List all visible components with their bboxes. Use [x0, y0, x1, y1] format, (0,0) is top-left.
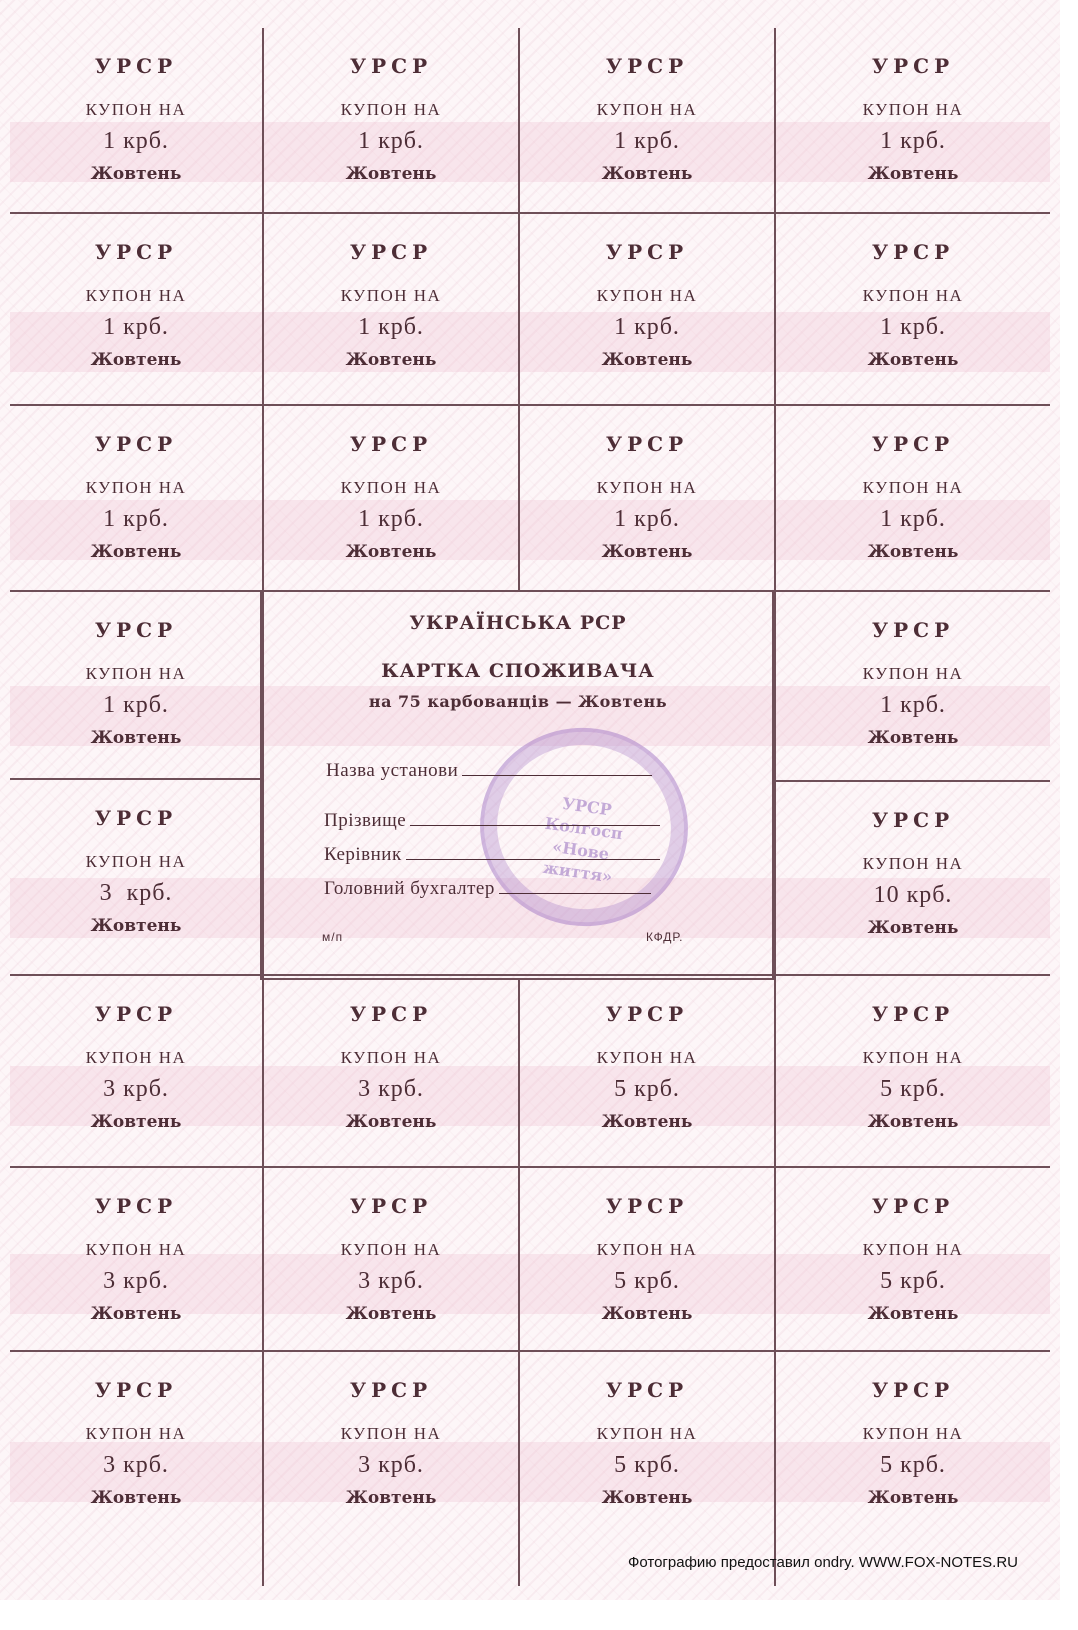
coupon-label: КУПОН НА	[85, 286, 187, 305]
coupon-value: 3 крб.	[103, 1268, 169, 1294]
coupon-value: 1 крб.	[614, 128, 680, 154]
coupon-value: 3 крб.	[358, 1452, 424, 1478]
coupon-label: КУПОН НА	[862, 478, 964, 497]
coupon-value: 5 крб.	[880, 1268, 946, 1294]
coupon-country: УРСР	[349, 1194, 433, 1218]
coupon	[520, 406, 774, 590]
coupon-country: УРСР	[349, 1378, 433, 1402]
coupon-value: 5 крб.	[614, 1268, 680, 1294]
coupon-country: УРСР	[94, 54, 178, 78]
accountant-label: Головний бухгалтер	[324, 878, 495, 899]
coupon-label: КУПОН НА	[85, 1240, 187, 1259]
head-field	[324, 844, 660, 866]
coupon-value: 3 крб.	[99, 880, 173, 906]
coupon-label: КУПОН НА	[340, 1240, 442, 1259]
head-label: Керівник	[324, 844, 402, 865]
coupon-value: 1 крб.	[358, 314, 424, 340]
coupon-value: 10 крб.	[873, 882, 953, 908]
coupon	[264, 28, 518, 212]
coupon-country: УРСР	[871, 240, 955, 264]
coupon	[264, 406, 518, 590]
coupon-country: УРСР	[349, 240, 433, 264]
coupon	[520, 214, 774, 404]
coupon-country: УРСР	[94, 1002, 178, 1026]
coupon-month: Жовтень	[867, 728, 959, 748]
coupon-label: КУПОН НА	[596, 478, 698, 497]
coupon	[10, 214, 262, 404]
coupon-country: УРСР	[605, 1002, 689, 1026]
coupon-month: Жовтень	[345, 350, 437, 370]
coupon-month: Жовтень	[601, 542, 693, 562]
coupon	[776, 1168, 1050, 1350]
coupon-label: КУПОН НА	[596, 1240, 698, 1259]
coupon-country: УРСР	[871, 54, 955, 78]
coupon-country: УРСР	[871, 618, 955, 642]
coupon	[10, 780, 262, 974]
coupon-month: Жовтень	[90, 350, 182, 370]
coupon-month: Жовтень	[601, 1304, 693, 1324]
coupon	[10, 406, 262, 590]
coupon	[10, 1352, 262, 1536]
coupon	[776, 1352, 1050, 1536]
coupon-label: КУПОН НА	[340, 1048, 442, 1067]
coupon-value: 1 крб.	[614, 506, 680, 532]
coupon-label: КУПОН НА	[85, 478, 187, 497]
card-border	[260, 590, 262, 980]
coupon-country: УРСР	[94, 1194, 178, 1218]
card-border	[772, 590, 774, 980]
coupon	[776, 28, 1050, 212]
coupon-label: КУПОН НА	[340, 1424, 442, 1443]
coupon-label: КУПОН НА	[596, 1048, 698, 1067]
coupon-month: Жовтень	[601, 1488, 693, 1508]
coupon-label: КУПОН НА	[340, 100, 442, 119]
coupon-country: УРСР	[871, 1378, 955, 1402]
coupon-value: 5 крб.	[614, 1076, 680, 1102]
coupon-value: 1 крб.	[103, 692, 169, 718]
head-line	[406, 858, 660, 860]
coupon-country: УРСР	[605, 54, 689, 78]
coupon-value: 5 крб.	[614, 1452, 680, 1478]
coupon-country: УРСР	[94, 240, 178, 264]
card-title: УКРАЇНСЬКА РСР	[409, 612, 627, 634]
accountant-line	[499, 892, 651, 894]
coupon	[520, 1352, 774, 1536]
coupon	[10, 976, 262, 1166]
coupon	[776, 592, 1050, 780]
institution-label: Назва установи	[326, 760, 459, 781]
coupon-month: Жовтень	[601, 164, 693, 184]
coupon-month: Жовтень	[601, 1112, 693, 1132]
coupon-label: КУПОН НА	[340, 478, 442, 497]
card-amount: на 75 карбованців — Жовтень	[368, 692, 668, 711]
coupon-month: Жовтень	[90, 728, 182, 748]
coupon	[776, 782, 1050, 974]
coupon-month: Жовтень	[867, 1488, 959, 1508]
coupon-label: КУПОН НА	[862, 100, 964, 119]
coupon	[264, 976, 518, 1166]
consumer-card	[262, 590, 774, 980]
coupon-value: 1 крб.	[103, 314, 169, 340]
coupon-month: Жовтень	[867, 542, 959, 562]
coupon	[520, 976, 774, 1166]
coupon-month: Жовтень	[867, 1304, 959, 1324]
coupon-month: Жовтень	[345, 1112, 437, 1132]
photo-credit: Фотографию предоставил ondry. WWW.FOX-NOTES.RU	[627, 1554, 1018, 1571]
coupon	[264, 1168, 518, 1350]
coupon-label: КУПОН НА	[862, 1048, 964, 1067]
coupon-label: КУПОН НА	[596, 1424, 698, 1443]
coupon-value: 1 крб.	[880, 314, 946, 340]
coupon	[264, 1352, 518, 1536]
coupon-value: 1 крб.	[103, 128, 169, 154]
coupon-value: 3 крб.	[103, 1076, 169, 1102]
seal-mark: м/п	[322, 930, 344, 944]
coupon-label: КУПОН НА	[596, 100, 698, 119]
coupon	[10, 1168, 262, 1350]
coupon	[776, 976, 1050, 1166]
coupon-value: 1 крб.	[358, 506, 424, 532]
coupon-month: Жовтень	[867, 918, 959, 938]
coupon-month: Жовтень	[90, 1304, 182, 1324]
coupon-month: Жовтень	[867, 350, 959, 370]
coupon-label: КУПОН НА	[85, 1424, 187, 1443]
coupon-value: 1 крб.	[880, 128, 946, 154]
coupon-country: УРСР	[605, 1378, 689, 1402]
coupon-country: УРСР	[349, 432, 433, 456]
coupon-month: Жовтень	[601, 350, 693, 370]
coupon	[776, 214, 1050, 404]
coupon	[10, 592, 262, 778]
surname-field	[324, 810, 660, 832]
institution-line	[462, 774, 652, 776]
coupon-country: УРСР	[605, 1194, 689, 1218]
coupon-country: УРСР	[871, 1194, 955, 1218]
coupon-label: КУПОН НА	[85, 852, 187, 871]
coupon-value: 5 крб.	[880, 1076, 946, 1102]
coupon-country: УРСР	[605, 432, 689, 456]
coupon-value: 1 крб.	[880, 692, 946, 718]
coupon	[520, 1168, 774, 1350]
printer-mark: КФДР.	[646, 930, 684, 944]
coupon-value: 3 крб.	[358, 1076, 424, 1102]
coupon-label: КУПОН НА	[85, 100, 187, 119]
coupon-month: Жовтень	[90, 1488, 182, 1508]
card-name: КАРТКА СПОЖИВАЧА	[381, 660, 655, 682]
coupon-country: УРСР	[94, 1378, 178, 1402]
coupon-value: 1 крб.	[614, 314, 680, 340]
coupon-label: КУПОН НА	[862, 1424, 964, 1443]
coupon-country: УРСР	[871, 1002, 955, 1026]
coupon-month: Жовтень	[90, 164, 182, 184]
coupon-month: Жовтень	[345, 542, 437, 562]
coupon-country: УРСР	[349, 1002, 433, 1026]
coupon-label: КУПОН НА	[862, 854, 964, 873]
coupon-country: УРСР	[349, 54, 433, 78]
stamp-text: УРСР Колгосп «Нове життя»	[541, 793, 624, 887]
coupon	[776, 406, 1050, 590]
coupon-month: Жовтень	[345, 164, 437, 184]
coupon	[264, 214, 518, 404]
institution-field	[326, 760, 652, 782]
coupon-label: КУПОН НА	[862, 664, 964, 683]
coupon-value: 5 крб.	[880, 1452, 946, 1478]
coupon-month: Жовтень	[867, 164, 959, 184]
coupon-value: 1 крб.	[358, 128, 424, 154]
coupon-label: КУПОН НА	[596, 286, 698, 305]
coupon-country: УРСР	[94, 432, 178, 456]
coupon-value: 3 крб.	[103, 1452, 169, 1478]
coupon-value: 3 крб.	[358, 1268, 424, 1294]
surname-label: Прізвище	[324, 810, 407, 831]
coupon-label: КУПОН НА	[862, 286, 964, 305]
coupon-country: УРСР	[94, 618, 178, 642]
coupon-value: 1 крб.	[103, 506, 169, 532]
coupon-country: УРСР	[871, 432, 955, 456]
coupon-label: КУПОН НА	[340, 286, 442, 305]
coupon-value: 1 крб.	[880, 506, 946, 532]
coupon-country: УРСР	[94, 806, 178, 830]
coupon-month: Жовтень	[90, 542, 182, 562]
coupon	[10, 28, 262, 212]
coupon-label: КУПОН НА	[85, 1048, 187, 1067]
coupon-month: Жовтень	[867, 1112, 959, 1132]
accountant-field	[324, 878, 651, 900]
coupon-month: Жовтень	[90, 916, 182, 936]
coupon-month: Жовтень	[345, 1304, 437, 1324]
coupon-country: УРСР	[871, 808, 955, 832]
coupon-month: Жовтень	[90, 1112, 182, 1132]
coupon-month: Жовтень	[345, 1488, 437, 1508]
coupon-label: КУПОН НА	[85, 664, 187, 683]
coupon-country: УРСР	[605, 240, 689, 264]
coupon-label: КУПОН НА	[862, 1240, 964, 1259]
coupon	[520, 28, 774, 212]
surname-line	[410, 824, 660, 826]
